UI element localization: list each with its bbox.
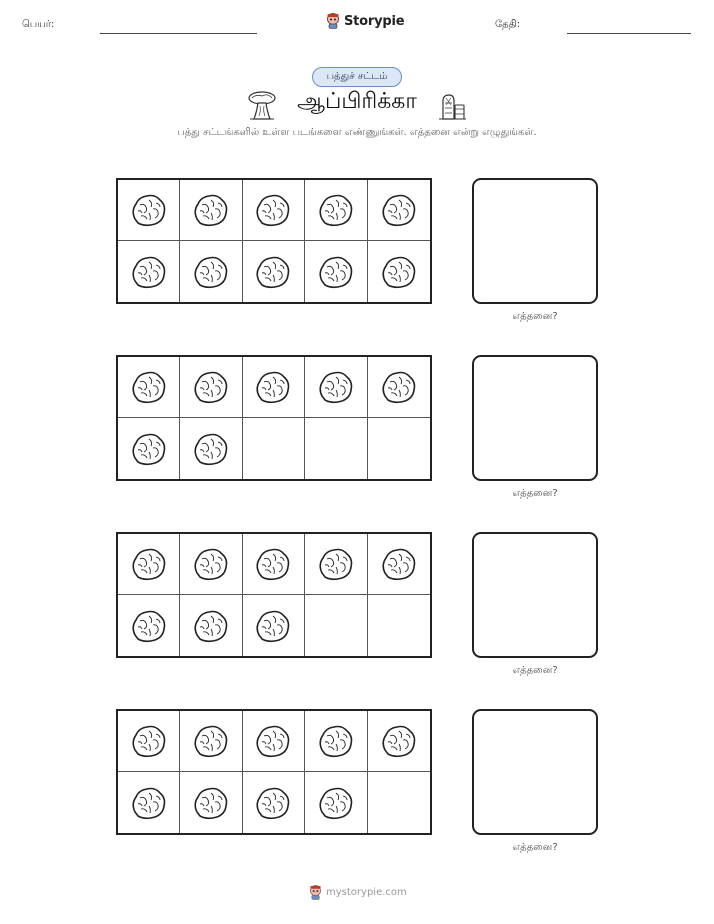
ten-frame-cell <box>305 595 367 656</box>
rock-icon <box>253 368 293 406</box>
brand-logo <box>326 13 404 29</box>
rock-icon <box>129 368 169 406</box>
rock-icon <box>316 545 356 583</box>
rock-icon <box>379 722 419 760</box>
name-label: பெயர்: <box>22 19 55 30</box>
rock-icon <box>253 545 293 583</box>
baobab-tree-icon <box>246 89 278 121</box>
ten-frame-cell <box>305 711 367 772</box>
answer-label: எத்தனை? <box>512 842 558 853</box>
ten-frame-cell <box>180 357 242 418</box>
ten-frame-cell <box>243 180 305 241</box>
ten-frame-cell <box>180 180 242 241</box>
rock-icon <box>129 722 169 760</box>
ten-frame-cell <box>368 772 430 833</box>
rock-icon <box>379 368 419 406</box>
answer-box-4[interactable] <box>472 709 598 835</box>
rock-icon <box>129 430 169 468</box>
ten-frame-cell <box>118 711 180 772</box>
rock-icon <box>379 191 419 229</box>
ten-frame-cell <box>243 595 305 656</box>
rock-icon <box>379 253 419 291</box>
answer-box-1[interactable] <box>472 178 598 304</box>
rock-icon <box>129 191 169 229</box>
footer <box>309 885 407 900</box>
rock-icon <box>129 253 169 291</box>
ten-frame-cell <box>118 595 180 656</box>
ten-frame-cell <box>180 534 242 595</box>
ten-frame-cell <box>305 418 367 479</box>
rock-icon <box>253 253 293 291</box>
ten-frame-cell <box>305 772 367 833</box>
answer-box-2[interactable] <box>472 355 598 481</box>
rock-icon <box>316 253 356 291</box>
ten-frame-cell <box>243 241 305 302</box>
rock-icon <box>191 253 231 291</box>
ten-frame-cell <box>118 180 180 241</box>
answer-box-3[interactable] <box>472 532 598 658</box>
ten-frame-cell <box>243 534 305 595</box>
answer-label: எத்தனை? <box>512 665 558 676</box>
ten-frame-cell <box>180 711 242 772</box>
rock-icon <box>191 784 231 822</box>
ten-frame-cell <box>368 595 430 656</box>
ten-frame-cell <box>305 241 367 302</box>
worksheet-title: ஆப்பிரிக்கா <box>297 89 417 114</box>
answer-label: எத்தனை? <box>512 488 558 499</box>
rock-icon <box>316 368 356 406</box>
ten-frame-1 <box>116 178 432 304</box>
rock-icon <box>316 784 356 822</box>
ten-frame-cell <box>368 534 430 595</box>
rock-icon <box>253 607 293 645</box>
storypie-mascot-icon <box>326 13 340 29</box>
rock-icon <box>253 191 293 229</box>
ten-frame-cell <box>368 357 430 418</box>
ten-frame-cell <box>118 241 180 302</box>
rock-icon <box>253 784 293 822</box>
ten-frame-cell <box>243 357 305 418</box>
ten-frame-cell <box>118 772 180 833</box>
ten-frame-cell <box>180 595 242 656</box>
ten-frame-cell <box>305 357 367 418</box>
storypie-mascot-icon <box>309 885 322 900</box>
ten-frame-cell <box>118 534 180 595</box>
date-line[interactable] <box>567 33 691 34</box>
rock-icon <box>191 430 231 468</box>
rock-icon <box>191 191 231 229</box>
ten-frame-cell <box>180 241 242 302</box>
rock-icon <box>253 722 293 760</box>
ten-frame-cell <box>368 180 430 241</box>
rock-icon <box>129 545 169 583</box>
rock-icon <box>191 368 231 406</box>
ten-frame-4 <box>116 709 432 835</box>
african-drum-icon <box>436 91 468 121</box>
ten-frame-cell <box>305 180 367 241</box>
ten-frame-cell <box>118 418 180 479</box>
rock-icon <box>316 191 356 229</box>
worksheet-instruction: பத்து சட்டங்களில் உள்ள படங்களை எண்ணுங்கள். எத்தனை என்று எழுதுங்கள். <box>177 127 537 138</box>
ten-frame-3 <box>116 532 432 658</box>
ten-frame-cell <box>118 357 180 418</box>
ten-frame-cell <box>180 418 242 479</box>
ten-frame-cell <box>243 418 305 479</box>
ten-frame-cell <box>368 711 430 772</box>
rock-icon <box>316 722 356 760</box>
rock-icon <box>379 545 419 583</box>
date-label: தேதி: <box>495 19 521 30</box>
rock-icon <box>129 607 169 645</box>
footer-url: mystorypie.com <box>326 887 407 898</box>
ten-frame-cell <box>180 772 242 833</box>
ten-frame-cell <box>305 534 367 595</box>
rock-icon <box>129 784 169 822</box>
name-line[interactable] <box>100 33 257 34</box>
rock-icon <box>191 545 231 583</box>
ten-frame-cell <box>243 772 305 833</box>
ten-frame-2 <box>116 355 432 481</box>
rock-icon <box>191 607 231 645</box>
answer-label: எத்தனை? <box>512 311 558 322</box>
ten-frame-cell <box>243 711 305 772</box>
ten-frame-cell <box>368 418 430 479</box>
brand-name: Storypie <box>344 13 405 29</box>
rock-icon <box>191 722 231 760</box>
ten-frame-cell <box>368 241 430 302</box>
worksheet-badge: பத்துச் சட்டம் <box>312 67 402 87</box>
